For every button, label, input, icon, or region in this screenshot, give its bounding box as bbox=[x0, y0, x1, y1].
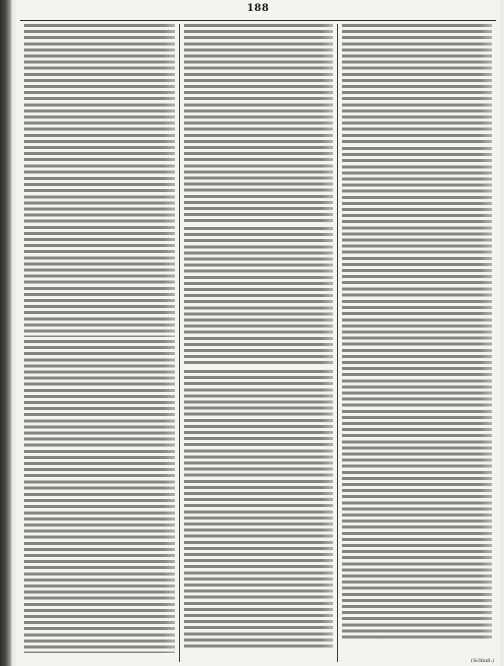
column-2 bbox=[179, 24, 338, 662]
page-number: 188 bbox=[246, 3, 270, 14]
page-header bbox=[16, 0, 500, 22]
article-sign-off: (Schluß.) bbox=[470, 658, 494, 664]
paragraph bbox=[24, 340, 175, 490]
paragraph bbox=[342, 24, 492, 144]
newspaper-page bbox=[16, 0, 500, 666]
book-spine-edge bbox=[0, 0, 12, 666]
paragraph bbox=[184, 227, 334, 367]
paragraph bbox=[184, 24, 334, 224]
column-1 bbox=[20, 24, 179, 662]
paragraph bbox=[184, 370, 334, 650]
paragraph bbox=[24, 177, 175, 337]
header-rule bbox=[20, 20, 496, 21]
paragraph bbox=[24, 493, 175, 653]
paragraph bbox=[342, 147, 492, 297]
text-columns bbox=[20, 24, 496, 662]
column-3 bbox=[337, 24, 496, 662]
paragraph bbox=[342, 300, 492, 640]
paragraph bbox=[24, 24, 175, 174]
